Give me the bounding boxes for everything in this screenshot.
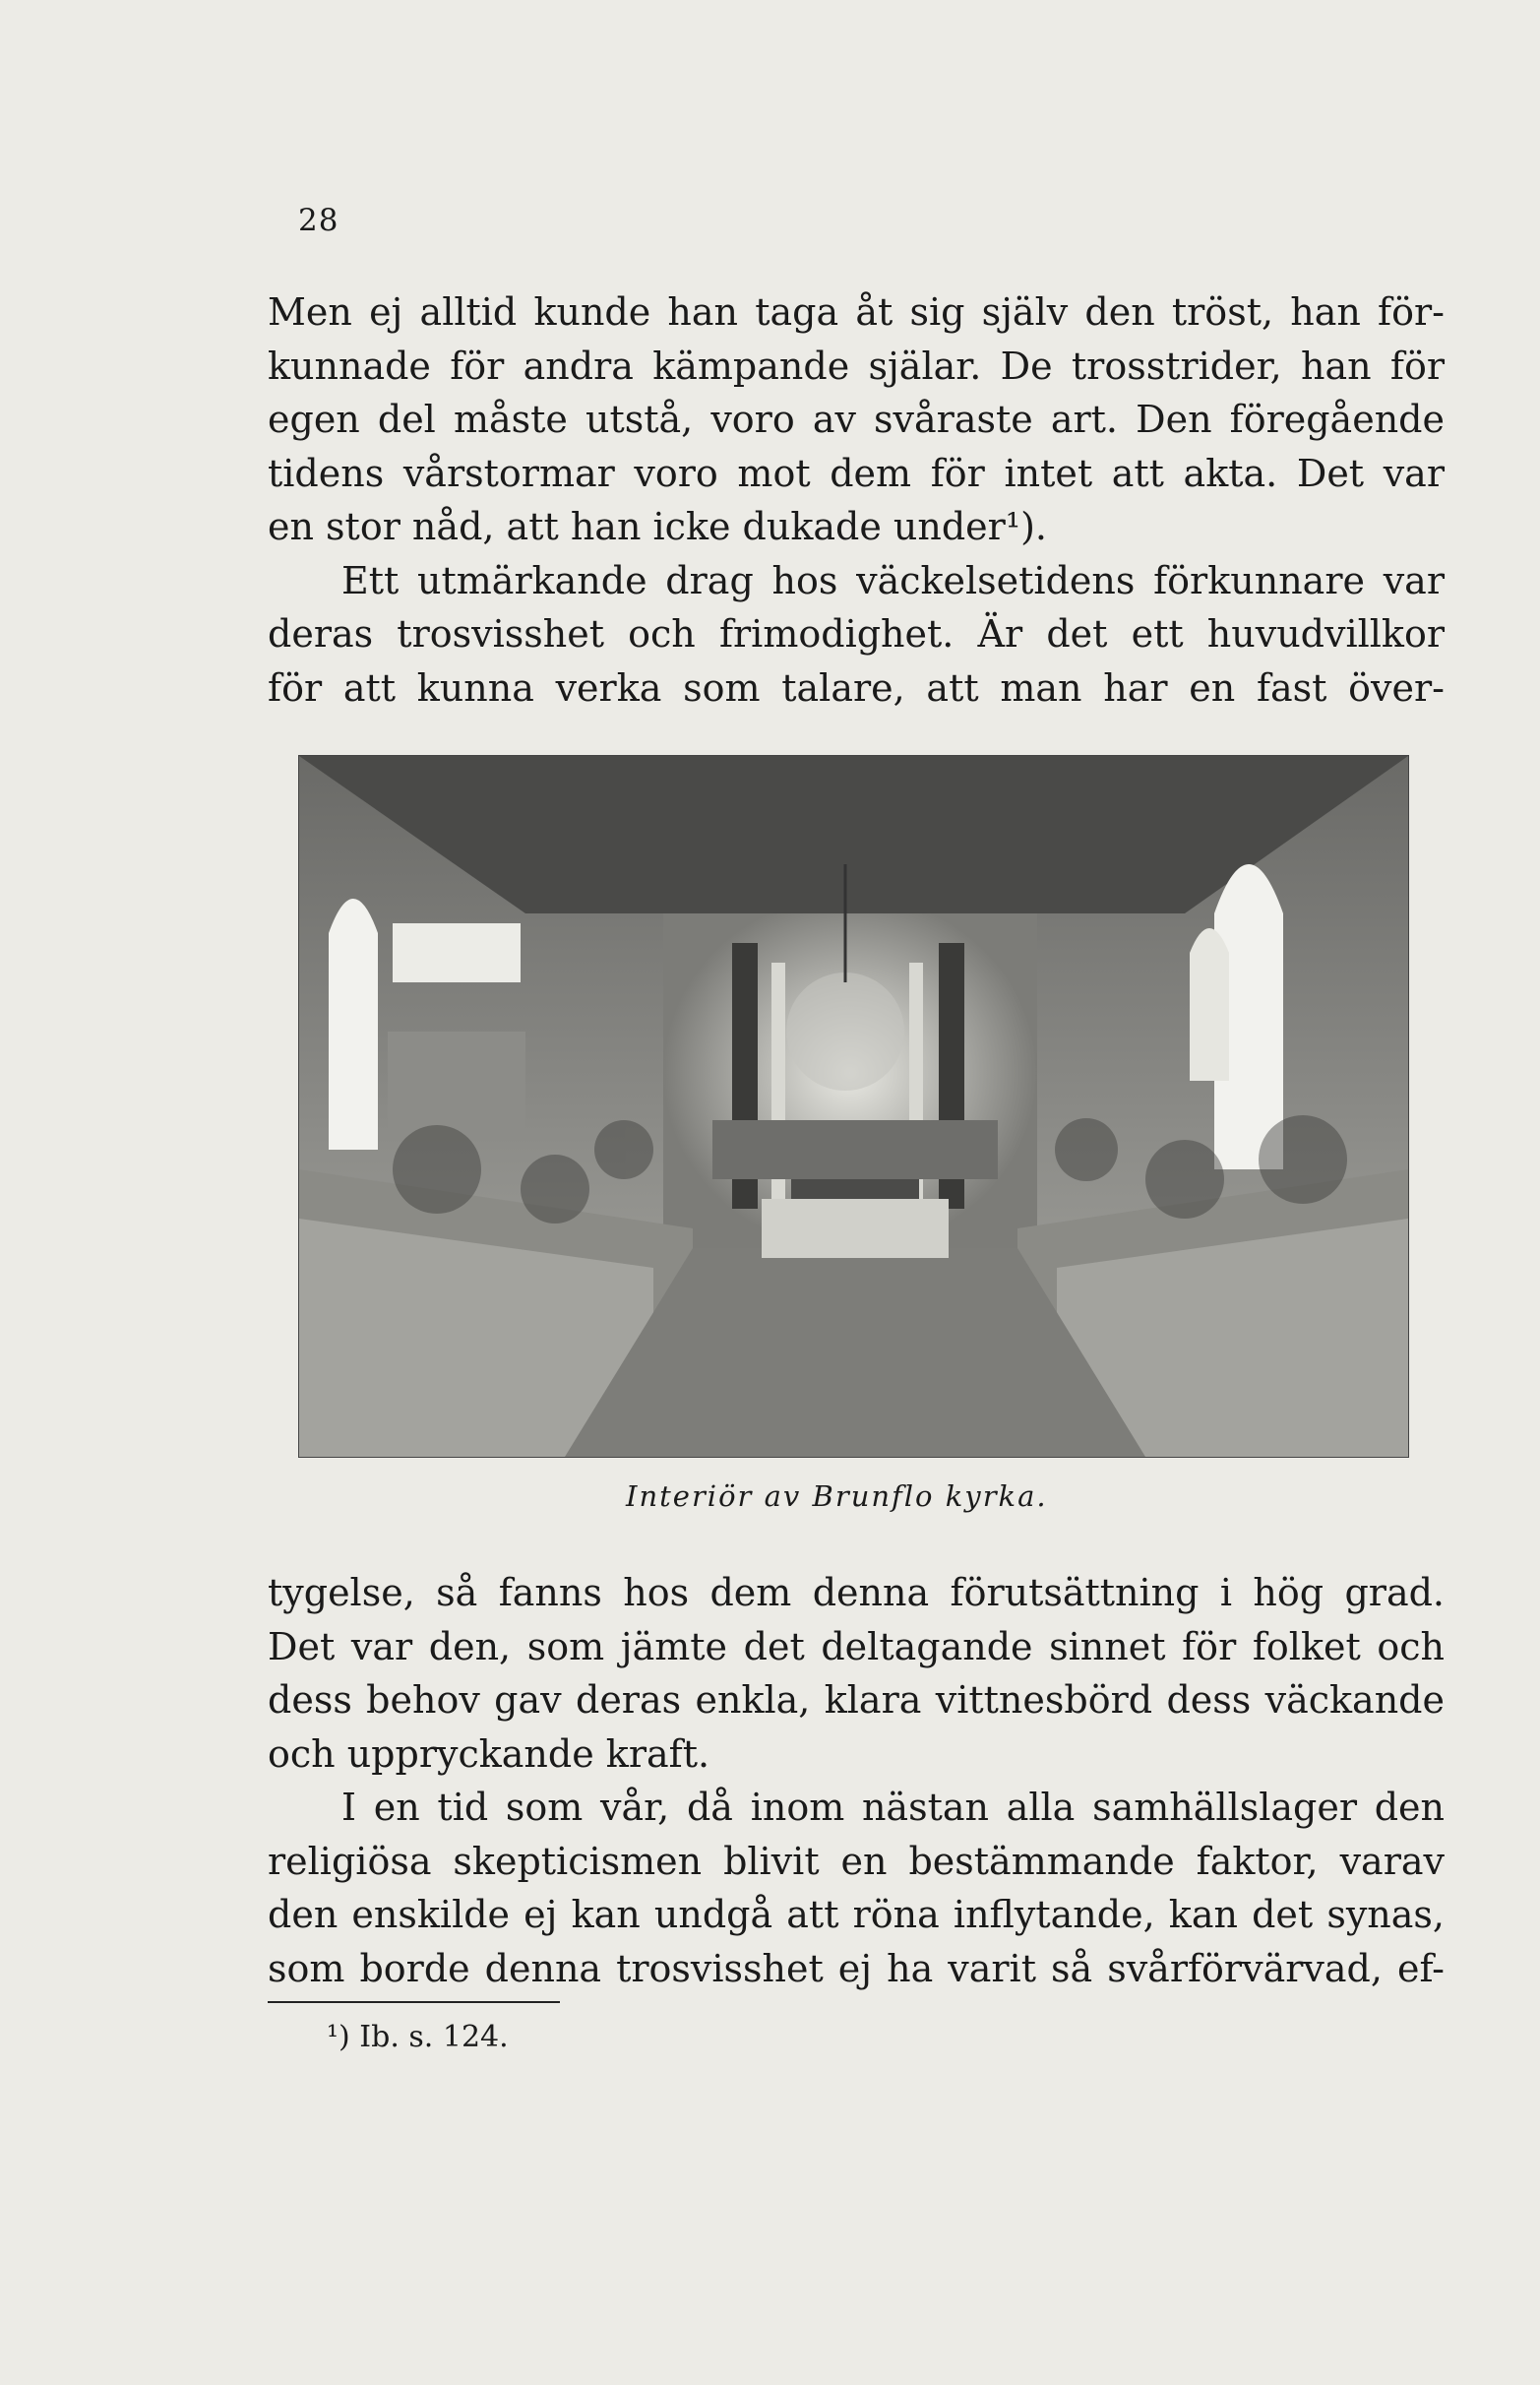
footnote: ¹) Ib. s. 124. [327, 2020, 509, 2054]
text-line: egen del måste utstå, voro av svåraste art. Den föregående [268, 398, 1445, 441]
text-line: Men ej alltid kunde han taga åt sig själv den tröst, han för- [268, 290, 1445, 334]
text-line: I en tid som vår, då inom nästan alla samhällslager den [341, 1786, 1445, 1829]
text-line: som borde denna trosvisshet ej ha varit så svårförvärvad, ef- [268, 1946, 1445, 1990]
body-paragraph-2 [268, 1566, 1445, 1995]
text-line: deras trosvisshet och frimodighet. Är det ett huvudvillkor [268, 612, 1445, 656]
text-line: religiösa skepticismen blivit en bestämmande faktor, varav [268, 1839, 1445, 1883]
church-interior-photo [298, 755, 1409, 1458]
text-line: och uppryckande kraft. [268, 1731, 710, 1776]
text-line: tygelse, så fanns hos dem denna förutsättning i hög grad. [268, 1571, 1445, 1614]
text-line: tidens vårstormar voro mot dem för intet att akta. Det var [268, 451, 1445, 495]
text-line: för att kunna verka som talare, att man har en fast över- [268, 665, 1445, 710]
page-number: 28 [298, 203, 339, 238]
text-line: Det var den, som jämte det deltagande sinnet för folket och [268, 1624, 1445, 1668]
figure-caption: Interiör av Brunflo kyrka. [626, 1479, 1048, 1513]
footnote-divider [268, 2001, 560, 2003]
text-line: Ett utmärkande drag hos väckelsetidens förkunnare var [341, 558, 1445, 602]
text-line: dess behov gav deras enkla, klara vittnesbörd dess väckande [268, 1678, 1445, 1722]
body-paragraph-1 [268, 285, 1445, 715]
text-line: en stor nåd, att han icke dukade under¹). [268, 505, 1047, 548]
text-line: den enskilde ej kan undgå att röna inflytande, kan det synas, [268, 1893, 1445, 1936]
text-line: kunnade för andra kämpande själar. De trosstrider, han för [268, 344, 1445, 388]
